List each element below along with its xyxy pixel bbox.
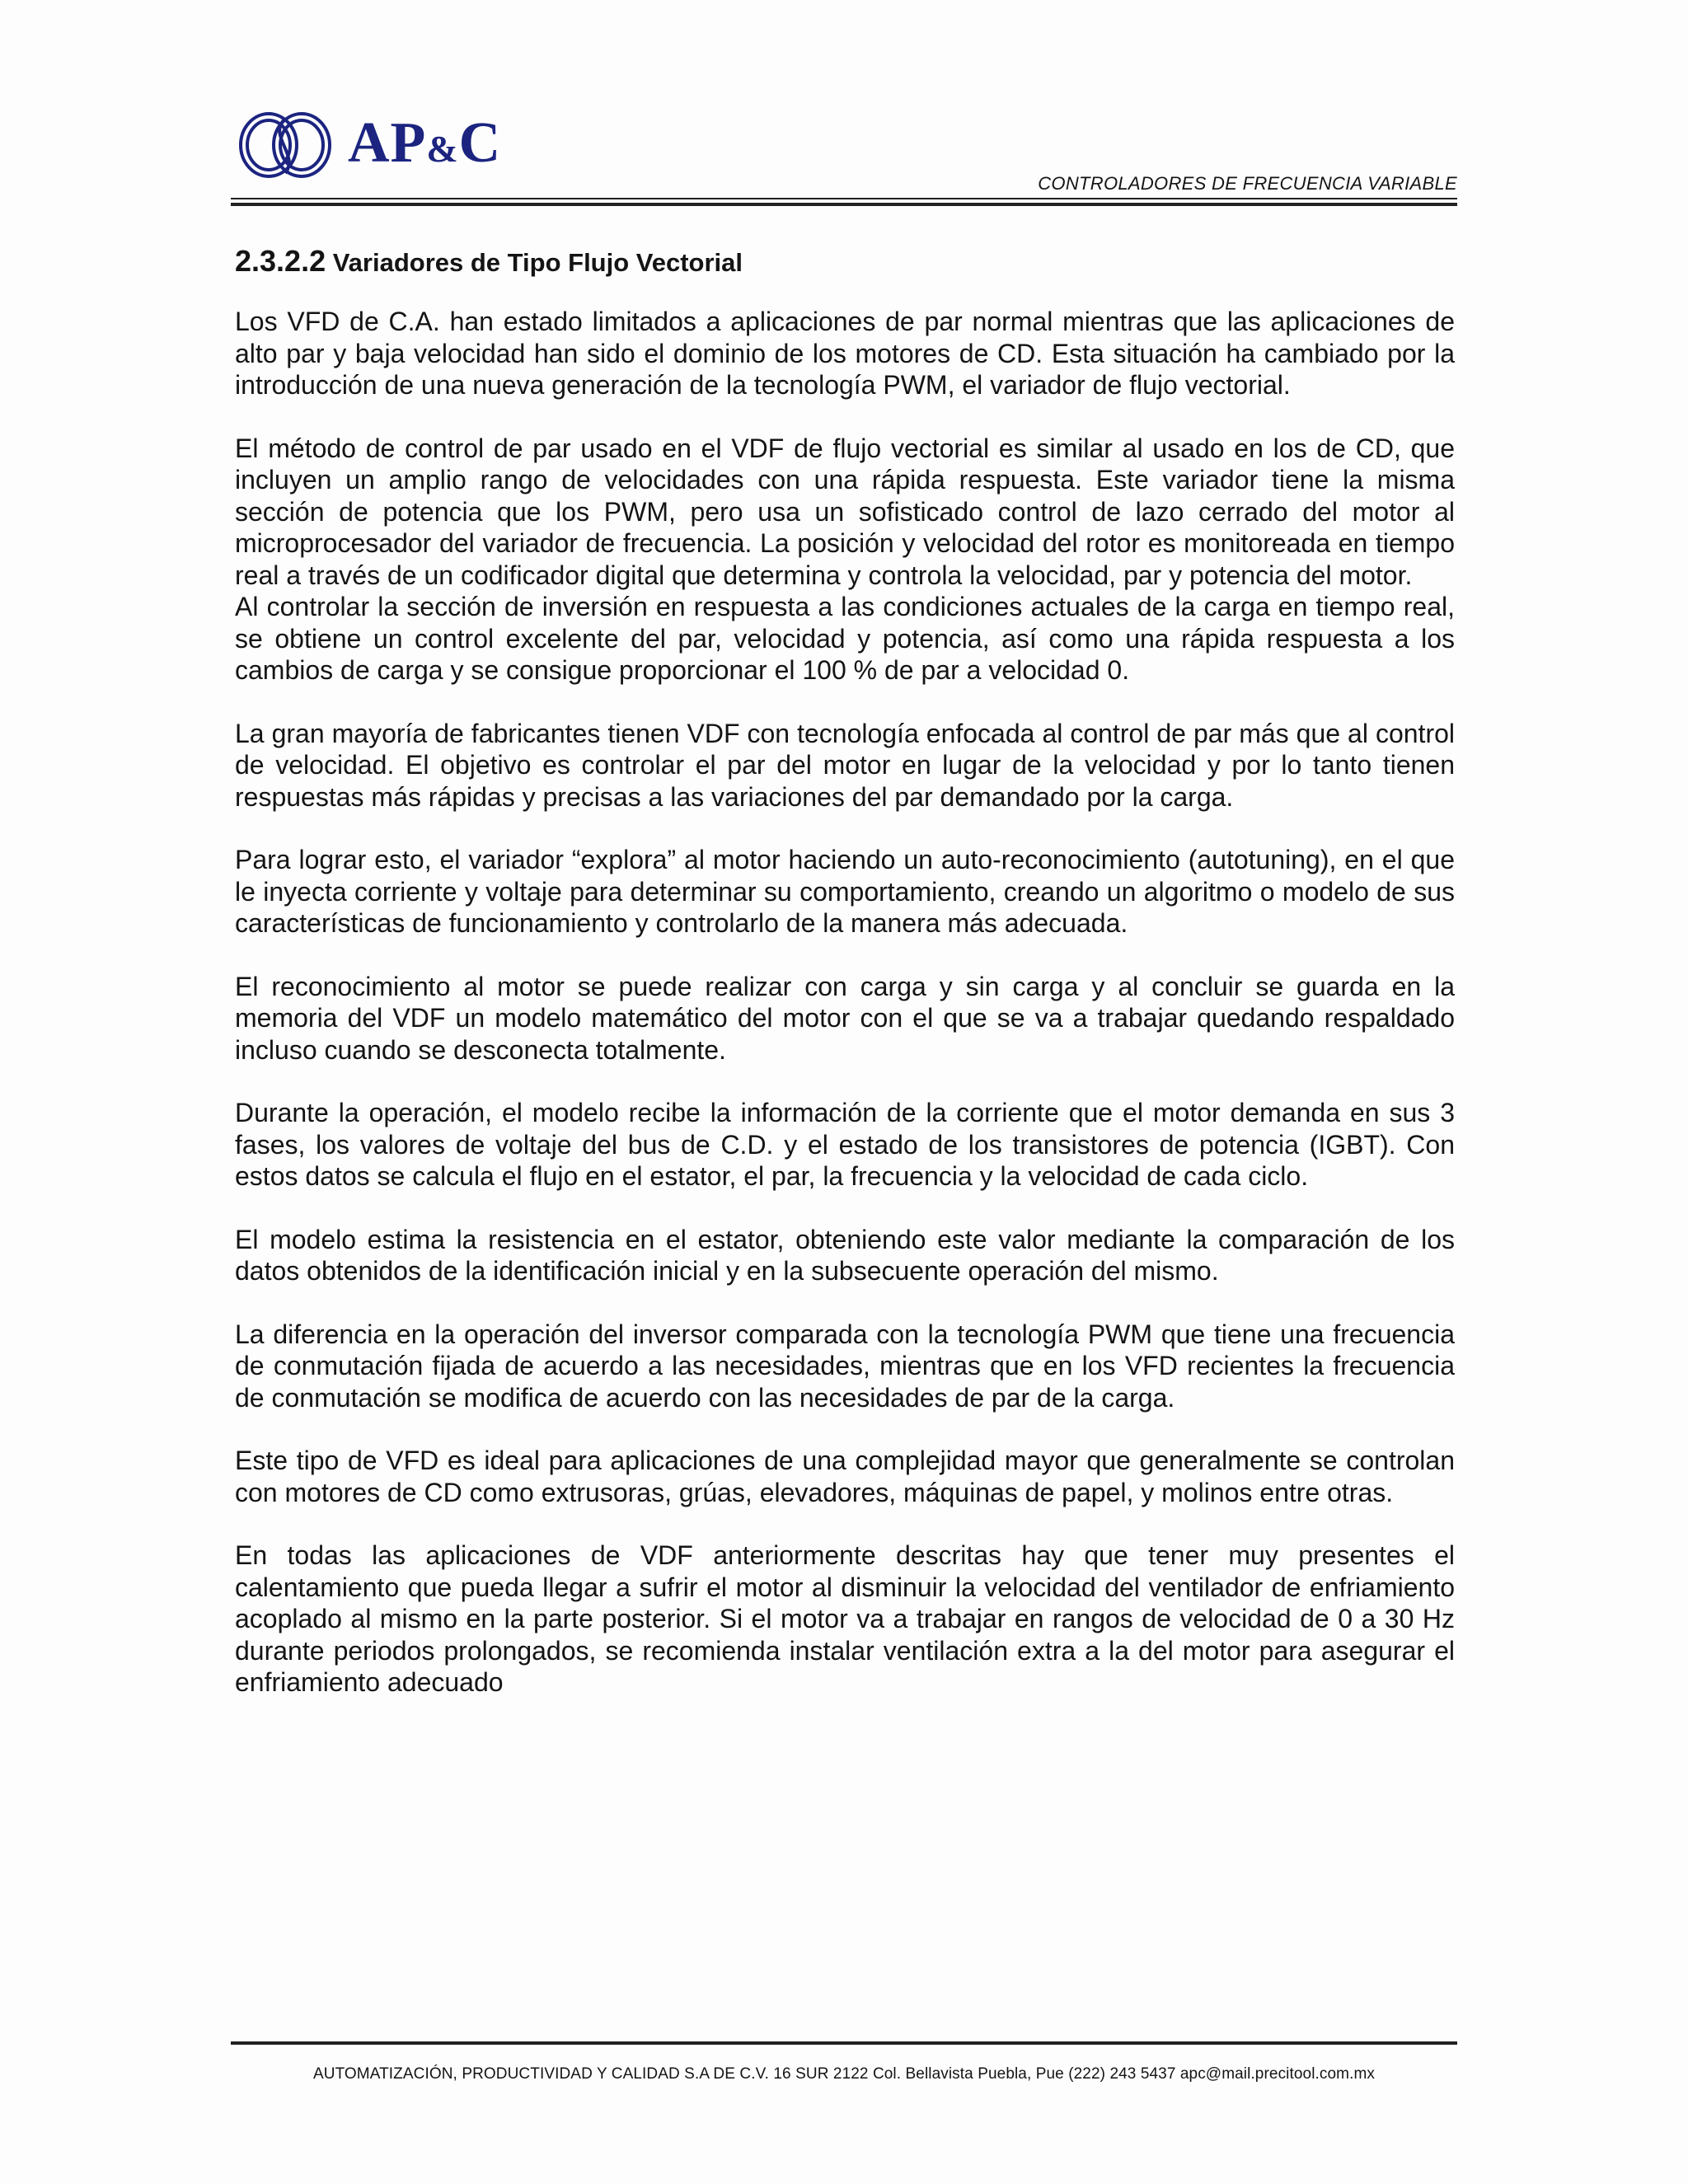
section-heading <box>235 244 1455 279</box>
header-rule-thin <box>231 198 1457 199</box>
logo-ampersand: & <box>426 128 459 170</box>
logo-wordmark <box>348 111 502 175</box>
paragraph-10: Este tipo de VFD es ideal para aplicaciones de una complejidad mayor que generalmente se controlan con motores de CD como extrusoras, grúas, elevadores, máquinas de papel, y molinos entre otras. <box>235 1446 1455 1507</box>
paragraph-6: El reconocimiento al motor se puede realizar con carga y sin carga y al concluir se guarda en la memoria del VDF un modelo matemático del motor con el que se va a trabajar quedando respaldado incluso cuando se desconecta totalmente. <box>235 971 1455 1065</box>
paragraph-3: Al controlar la sección de inversión en respuesta a las condiciones actuales de la carga en tiempo real, se obtiene un control excelente del par, velocidad y potencia, así como una rápida respuesta a los cambios de carga y se consigue proporcionar el 100 % de par a velocidad 0. <box>235 592 1455 685</box>
paragraph-5: Para lograr esto, el variador “explora” al motor haciendo un auto-reconocimiento (autotuning), en el que le inyecta corriente y voltaje para determinar su comportamiento, creando un algoritmo o modelo de sus características de funcionamiento y controlarlo de la manera más adecuada. <box>235 845 1455 938</box>
paragraph-1: Los VFD de C.A. han estado limitados a aplicaciones de par normal mientras que las aplicaciones de alto par y baja velocidad han sido el dominio de los motores de CD. Esta situación ha cambiado por la introducción de una nueva generación de la tecnología PWM, el variador de flujo vectorial. <box>235 307 1455 400</box>
paragraph-11: En todas las aplicaciones de VDF anteriormente descritas hay que tener muy presentes el calentamiento que pueda llegar a sufrir el motor al disminuir la velocidad del ventilador de enfriamiento acoplado al mismo en la parte posterior. Si el motor va a trabajar en rangos de velocidad de 0 a 30 Hz durante periodos prolongados, se recomienda instalar ventilación extra a la del motor para asegurar el enfriamiento adecuado <box>235 1540 1455 1697</box>
apc-logo-icon <box>234 102 336 185</box>
company-logo <box>234 102 501 185</box>
footer-rule <box>231 2041 1457 2045</box>
paragraph-4: La gran mayoría de fabricantes tienen VDF con tecnología enfocada al control de par más que al control de velocidad. El objetivo es controlar el par del motor en lugar de la velocidad y por lo tanto tienen respuestas más rápidas y precisas a las variaciones del par demandado por la carga. <box>235 718 1455 812</box>
section-number: 2.3.2.2 <box>235 244 326 278</box>
header-title: CONTROLADORES DE FRECUENCIA VARIABLE <box>1038 173 1457 194</box>
logo-text-end: C <box>458 111 502 175</box>
header-rule-thick <box>231 203 1457 206</box>
paragraph-7: Durante la operación, el modelo recibe la información de la corriente que el motor demanda en sus 3 fases, los valores de voltaje del bus de C.D. y el estado de los transistores de potencia (IGBT). Con estos datos se calcula el flujo en el estator, el par, la frecuencia y la velocidad de cada ciclo. <box>235 1098 1455 1191</box>
document-body <box>235 244 1455 1730</box>
section-title: Variadores de Tipo Flujo Vectorial <box>332 248 743 277</box>
paragraph-2: El método de control de par usado en el VDF de flujo vectorial es similar al usado en los de CD, que incluyen un amplio rango de velocidades con una rápida respuesta. Este variador tiene la misma sección de potencia que los PWM, pero usa un sofisticado control de lazo cerrado del motor al microprocesador del variador de frecuencia. La posición y velocidad del rotor es monitoreada en tiempo real a través de un codificador digital que determina y controla la velocidad, par y potencia del motor. <box>235 433 1455 590</box>
paragraph-9: La diferencia en la operación del inversor comparada con la tecnología PWM que tiene una frecuencia de conmutación fijada de acuerdo a las necesidades, mientras que en los VFD recientes la frecuencia de conmutación se modifica de acuerdo con las necesidades de par de la carga. <box>235 1319 1455 1413</box>
logo-text-start: AP <box>348 111 427 175</box>
paragraph-8: El modelo estima la resistencia en el estator, obteniendo este valor mediante la comparación de los datos obtenidos de la identificación inicial y en la subsecuente operación del mismo. <box>235 1224 1455 1286</box>
footer-text: AUTOMATIZACIÓN, PRODUCTIVIDAD Y CALIDAD S.A DE C.V. 16 SUR 2122 Col. Bellavista Puebla, Pue (222) 243 5437 apc@mail.precitool.com.mx <box>312 2065 1376 2083</box>
